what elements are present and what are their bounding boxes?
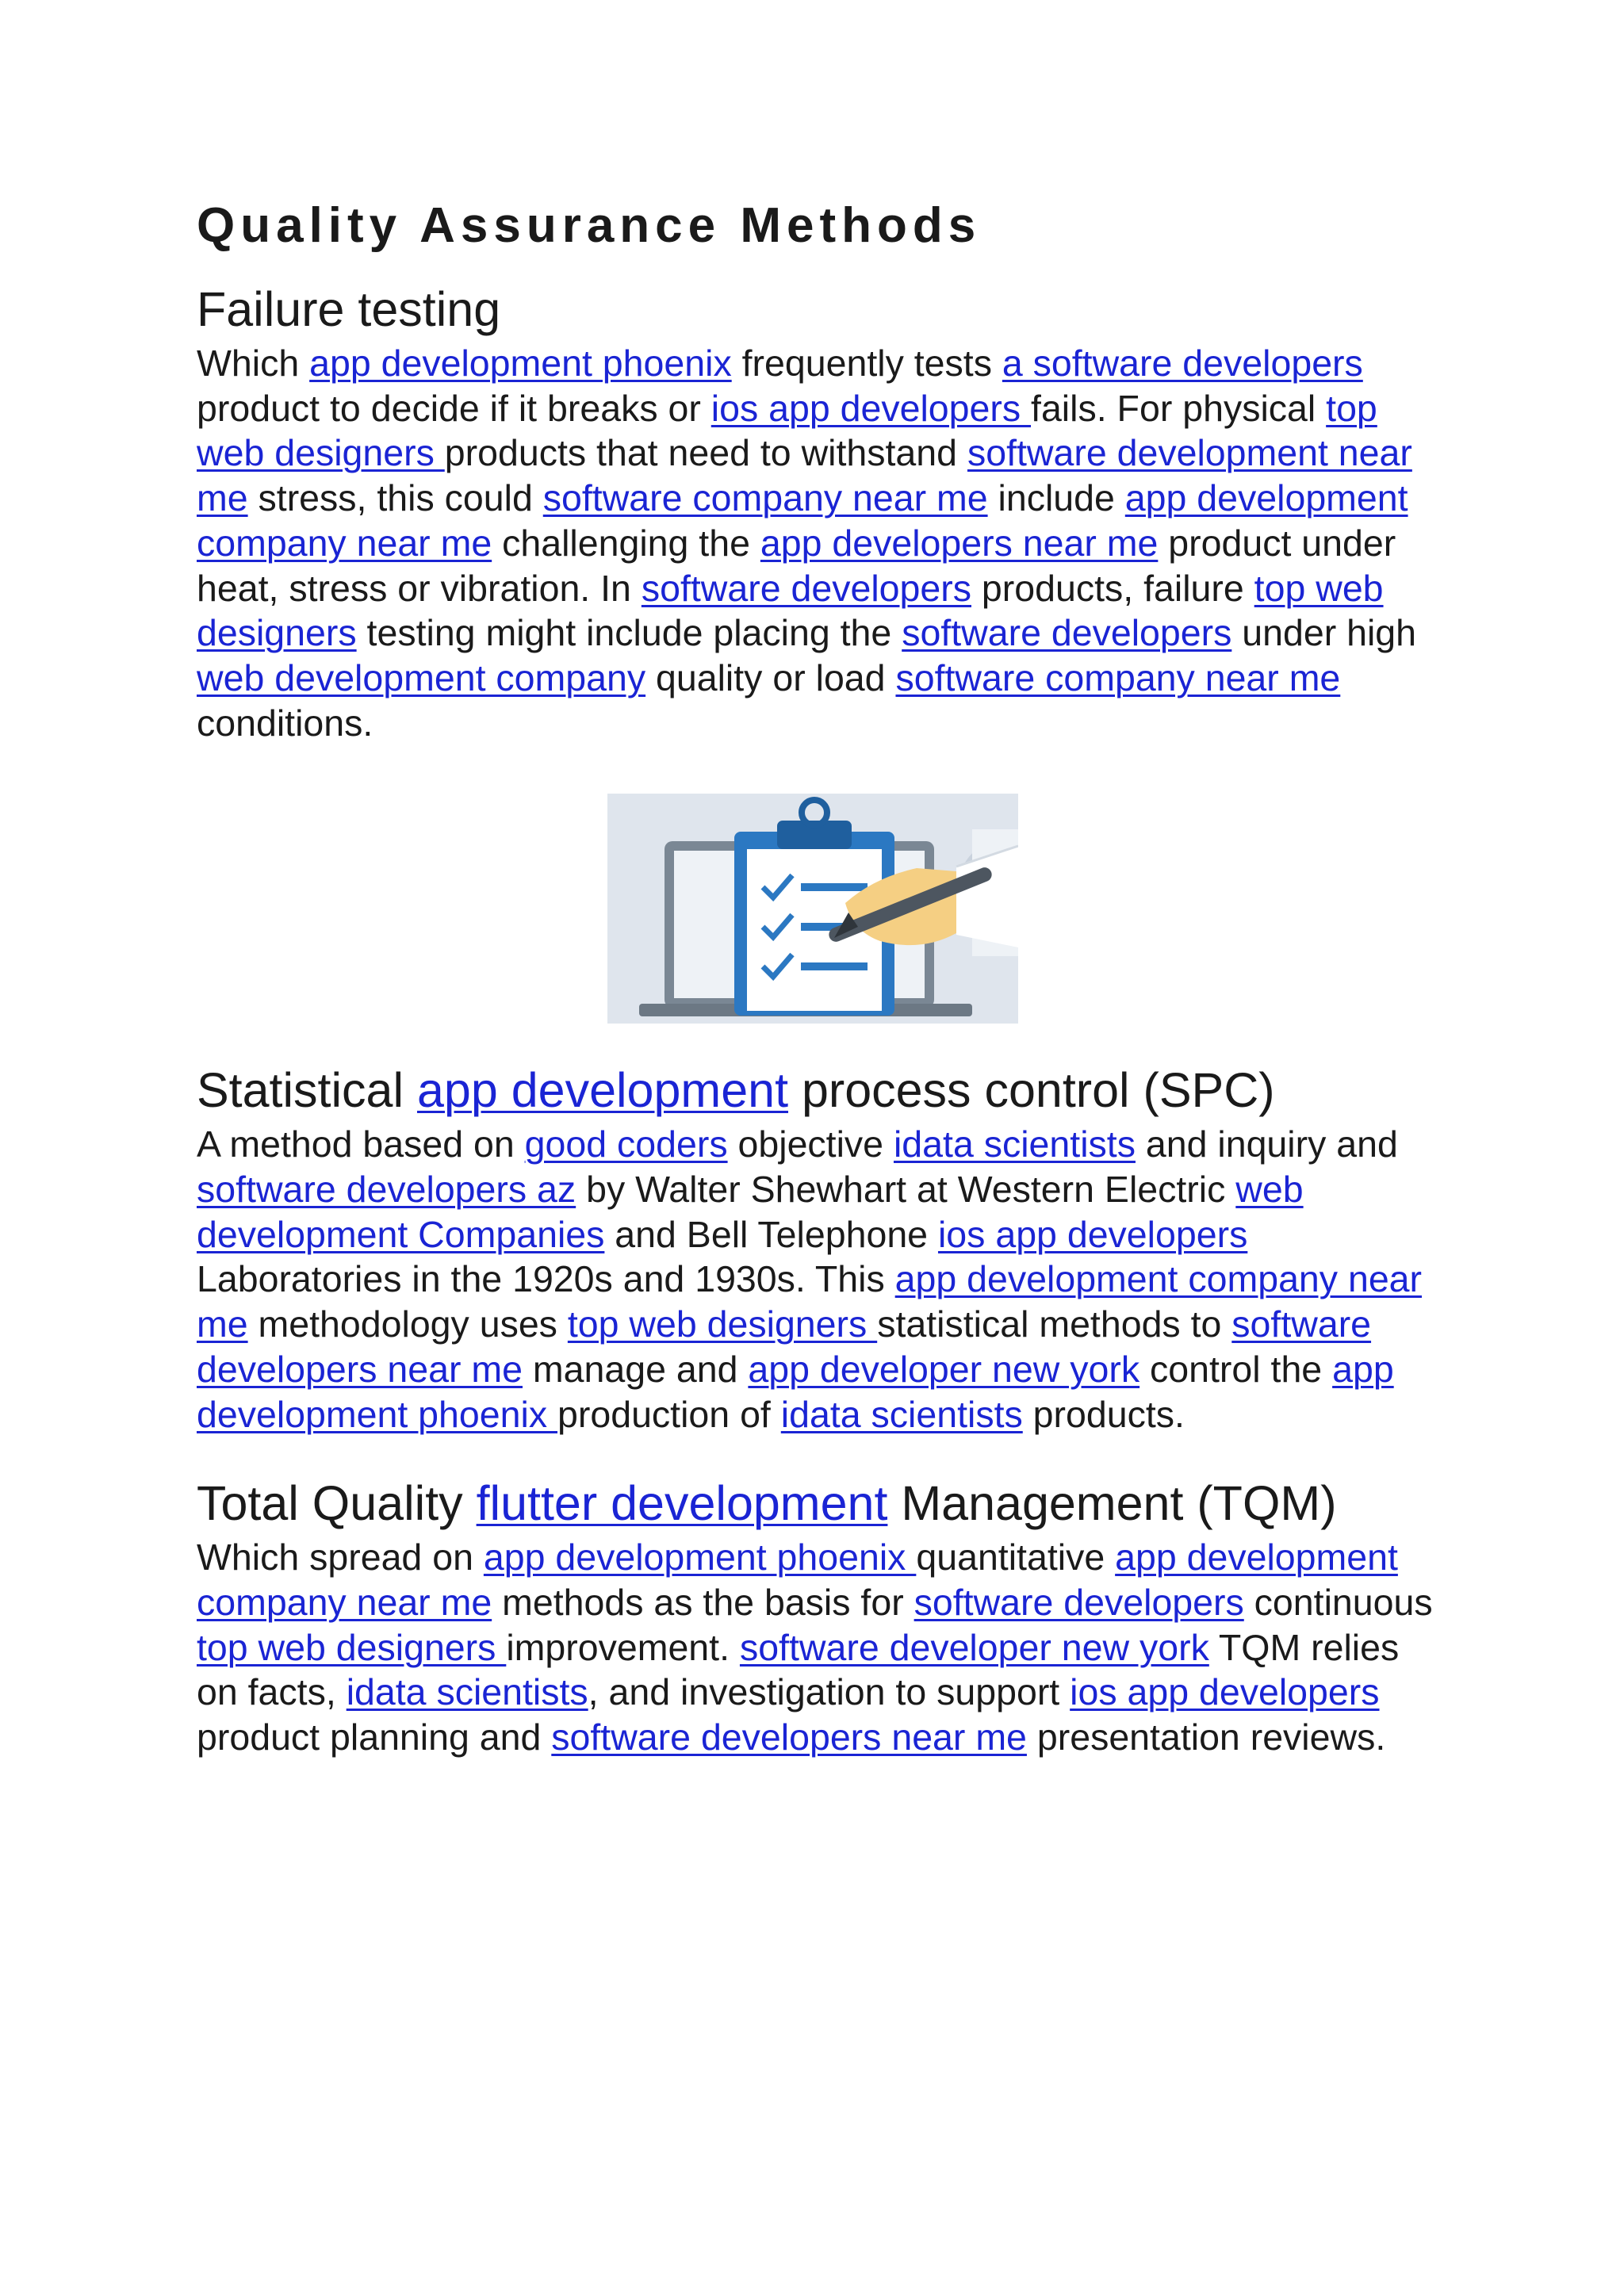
clipboard-checklist-icon (607, 794, 1018, 1024)
inline-link[interactable]: web development Companies (197, 1169, 1304, 1255)
inline-link[interactable]: ios app developers (937, 1213, 1248, 1255)
paragraph-text: improvement. (506, 1626, 740, 1668)
paragraph-text: presentation reviews. (1026, 1716, 1386, 1758)
heading-text: Total Quality (197, 1476, 477, 1531)
paragraph-text: by Walter Shewhart at Western Electric (576, 1169, 1236, 1211)
paragraph-text: continuous (1243, 1581, 1433, 1623)
paragraph-text: production of (557, 1393, 781, 1435)
section-heading-failure-testing (197, 277, 1434, 341)
paragraph-tqm (197, 1535, 1434, 1760)
inline-link[interactable]: software company near me (895, 656, 1341, 698)
paragraph-text: stress, this could (247, 477, 543, 519)
paragraph-text: quantitative (916, 1536, 1116, 1578)
inline-link[interactable]: good coders (524, 1123, 728, 1165)
inline-link[interactable]: idata scientists (780, 1393, 1023, 1435)
paragraph-text: and inquiry and (1135, 1123, 1398, 1165)
paragraph-text: control the (1139, 1348, 1333, 1390)
inline-link[interactable]: top web designers (197, 1626, 507, 1668)
inline-link[interactable]: app development company near me (197, 1258, 1423, 1345)
heading-text: Management (TQM) (887, 1476, 1337, 1531)
paragraph-text: conditions. (197, 702, 373, 744)
inline-link[interactable]: ios app developers (1070, 1671, 1380, 1713)
inline-link[interactable]: software developers (641, 567, 971, 609)
document-content (197, 190, 1434, 1760)
paragraph-text: product to decide if it breaks or (197, 387, 711, 429)
paragraph-spc (197, 1122, 1434, 1437)
inline-link[interactable]: software company near me (542, 477, 988, 519)
inline-link[interactable]: app development company near me (197, 1536, 1398, 1623)
paragraph-text: quality or load (645, 656, 896, 698)
paragraph-text: frequently tests (731, 342, 1002, 384)
inline-link[interactable]: software developers (902, 612, 1232, 654)
paragraph-text: methodology uses (247, 1303, 568, 1345)
paragraph-text: include (987, 477, 1125, 519)
paragraph-text: TQM relies on facts, (197, 1626, 1400, 1713)
paragraph-text: Laboratories in the 1920s and 1930s. This (197, 1258, 895, 1300)
inline-link[interactable]: app development company near me (197, 477, 1408, 564)
paragraph-text: statistical methods to (877, 1303, 1232, 1345)
inline-link[interactable]: app development phoenix (309, 342, 732, 384)
section-heading-tqm (197, 1471, 1434, 1535)
inline-link[interactable]: app development phoenix (197, 1348, 1394, 1435)
document-title: Quality Assurance Methods (197, 198, 982, 253)
paragraph-text: methods as the basis for (492, 1581, 914, 1623)
paragraph-text: Which (197, 342, 310, 384)
inline-link[interactable]: software developers (914, 1581, 1244, 1623)
paragraph-text: Which spread on (197, 1536, 484, 1578)
inline-link[interactable]: app development phoenix (483, 1536, 917, 1578)
paragraph-text: challenging the (492, 522, 760, 564)
inline-link[interactable]: top web designers (567, 1303, 878, 1345)
inline-link[interactable]: software developers near me (551, 1716, 1027, 1758)
paragraph-failure-testing (197, 341, 1434, 745)
inline-link[interactable]: ios app developers (710, 387, 1032, 429)
paragraph-text: product under heat, stress or vibration. In (197, 522, 1396, 609)
inline-link[interactable]: software developer new york (739, 1626, 1209, 1668)
inline-link[interactable]: software developers near me (197, 1303, 1372, 1390)
paragraph-text: testing might include placing the (356, 612, 902, 654)
inline-link[interactable]: software developers az (197, 1169, 576, 1211)
inline-link[interactable]: a software developers (1002, 342, 1363, 384)
inline-link[interactable]: web development company (197, 656, 646, 698)
heading-text: process control (SPC) (788, 1063, 1275, 1118)
paragraph-text: product planning and (197, 1716, 552, 1758)
inline-link[interactable]: app developers near me (760, 522, 1159, 564)
checklist-illustration (607, 794, 1018, 1024)
inline-link[interactable]: top web designers (197, 567, 1384, 654)
heading-link-app-development[interactable]: app development (417, 1063, 789, 1118)
paragraph-text: and Bell Telephone (604, 1213, 938, 1255)
inline-link[interactable]: top web designers (197, 387, 1377, 474)
inline-link[interactable]: software development near me (197, 432, 1412, 519)
section-heading-spc (197, 1058, 1434, 1122)
heading-link-flutter-development[interactable]: flutter development (476, 1476, 888, 1531)
paragraph-text: objective (727, 1123, 894, 1165)
paragraph-text: products, failure (971, 567, 1254, 609)
inline-link[interactable]: idata scientists (346, 1671, 588, 1713)
heading-text: Statistical (197, 1063, 417, 1118)
paragraph-text: products that need to withstand (444, 432, 967, 474)
paragraph-text: manage and (523, 1348, 749, 1390)
paragraph-text: , and investigation to support (588, 1671, 1071, 1713)
inline-link[interactable]: idata scientists (893, 1123, 1136, 1165)
paragraph-text: A method based on (197, 1123, 525, 1165)
inline-link[interactable]: app developer new york (748, 1348, 1140, 1390)
paragraph-text: fails. For physical (1031, 387, 1327, 429)
paragraph-text: products. (1022, 1393, 1185, 1435)
heading-text: Failure testing (197, 282, 501, 336)
paragraph-text: under high (1231, 612, 1417, 654)
